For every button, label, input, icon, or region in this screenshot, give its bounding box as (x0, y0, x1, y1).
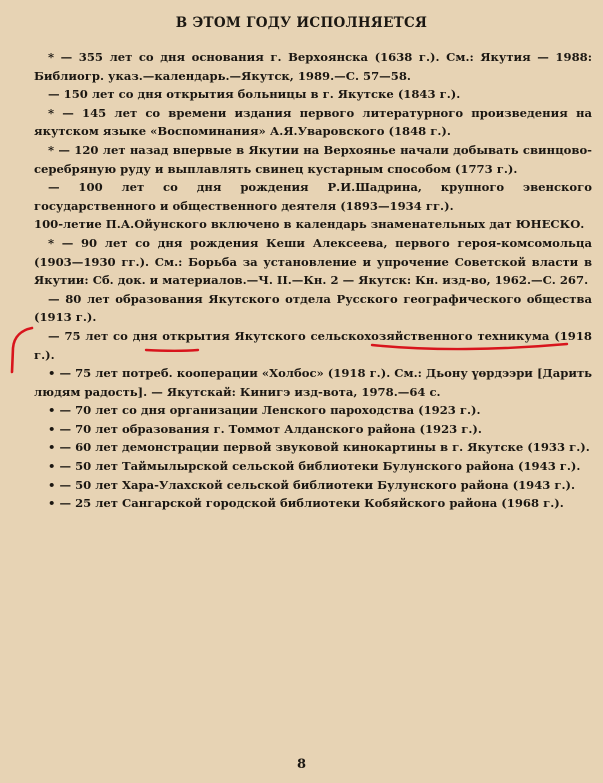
page-number: 8 (296, 757, 307, 772)
entry-khara-ulakh-library: • — 50 лет Хара-Улахской сельской библиотеки Булунского района (1943 г.). (48, 477, 576, 492)
entry-hospital: — 150 лет со дня открытия больницы в г. Якутске (1843 г.). (48, 87, 461, 102)
entry-sound-film: • — 60 лет демонстрации первой звуковой кинокартины в г. Якутске (1933 г.). (48, 440, 590, 455)
entry-geographic-society: — 80 лет образования Якутского отдела Русского географического общества (1913 г.). (34, 291, 592, 325)
entry-sangar-library: • — 25 лет Сангарской городской библиотеки Кобяйского района (1968 г.). (48, 496, 564, 511)
entry-tommot: • — 70 лет образования г. Томмот Алданского района (1923 г.). (48, 421, 482, 436)
entry-kholbos: • — 75 лет потреб. кооперации «Холбос» (1918 г.). См.: Дьону үөрдээри [Дарить людям радость]. — Якутскай: Кинигэ изд-вота, 1978.—64 с. (34, 366, 593, 399)
entry-lena-shipping: • — 70 лет со дня организации Ленского пароходства (1923 г.). (48, 403, 481, 418)
entry-verkhoyansk: * — 355 лет со дня основания г. Верхоянска (1638 г.). См.: Якутия — 1988: Библиогр. указ.—календарь.—Якутск, 1989.—С. 57—58. (34, 50, 592, 83)
section-heading: В ЭТОМ ГОДУ ИСПОЛНЯЕТСЯ (175, 15, 428, 31)
entry-uvarovsky: * — 145 лет со времени издания первого литературного произведения на якутском языке «Воспоминания» А.Я.Уваровского (1848 г.). (34, 105, 592, 139)
entries-list (34, 48, 592, 513)
entry-silver-ore: * — 120 лет назад впервые в Якутии на Верхоянье начали добывать свинцово-серебряную руду и выплавлять свинец кустарным способом (1773 г.). (34, 142, 592, 176)
entry-shadrin: — 100 лет со дня рождения Р.И.Шадрина, крупного эвенского государственного и общественного деятеля (1893—1934 гг.). (34, 180, 592, 213)
margin-bracket-mark (12, 328, 32, 372)
entry-taimylyr-library: • — 50 лет Таймылырской сельской библиотеки Булунского района (1943 г.). (48, 459, 581, 474)
entry-agricultural-college: — 75 лет со дня открытия Якутского сельскохозяйственного техникума (1918 г.). (34, 328, 592, 362)
entry-oyunsky: 100-летие П.А.Ойунского включено в календарь знаменательных дат ЮНЕСКО. (34, 217, 585, 232)
entry-alekseev: * — 90 лет со дня рождения Кеши Алексеева, первого героя-комсомольца (1903—1930 гг.). См.: Борьба за установление и упрочение Советской власти в Якутии: Сб. док. и материалов.—Ч. II.—Кн. 2 — Якутск: Кн. изд-во, 1962.—С. 267. (34, 235, 592, 288)
